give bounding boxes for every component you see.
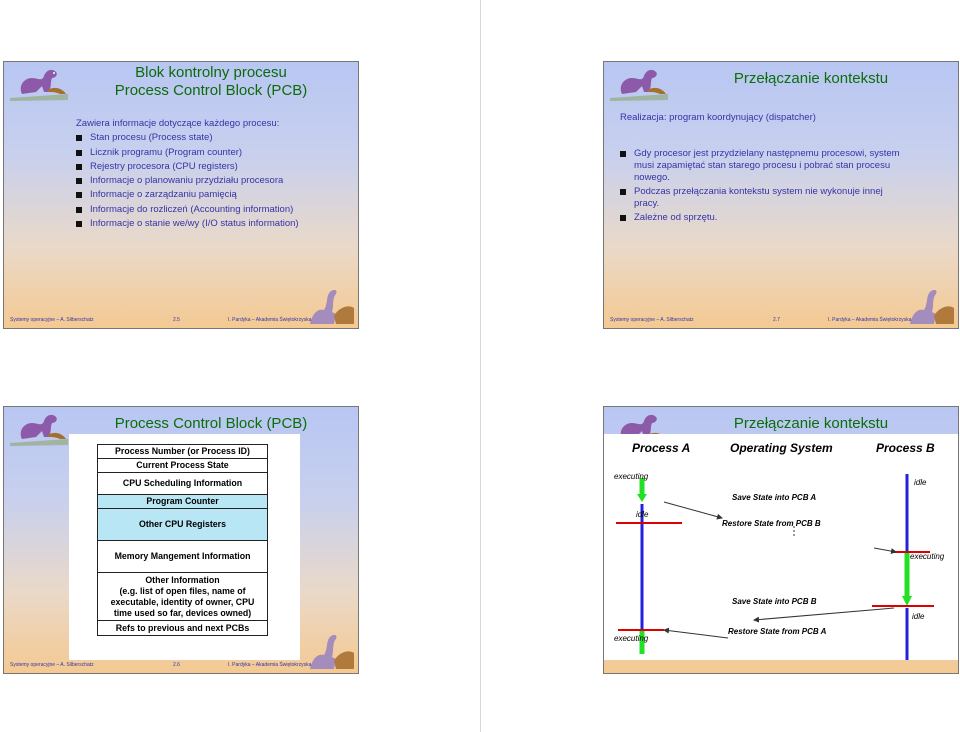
list-item: Podczas przełączania kontekstu system nie wykonuje innej pracy. [620, 186, 905, 210]
os-operation: Save State into PCB B [732, 597, 817, 606]
state-label: executing [910, 552, 945, 561]
slide-title [64, 64, 358, 100]
list-item: Stan procesu (Process state) [76, 131, 299, 145]
slide-title: Process Control Block (PCB) [114, 415, 308, 432]
context-switch-diagram [604, 434, 958, 660]
os-arrow [664, 502, 722, 518]
slide-pcb-text [3, 61, 359, 329]
pcb-field-line: executable, identity of owner, CPU [110, 597, 255, 607]
slide-footer [610, 313, 958, 325]
slide-footer [610, 658, 958, 670]
arrow-down-icon [902, 596, 912, 606]
column-header-process-a: Process A [632, 441, 691, 455]
pcb-field-line: Other Information [145, 575, 220, 585]
footer-affiliation: I. Pardyka – Akademia Świętokrzyska [228, 662, 312, 668]
footer-page-number: 2.7 [773, 317, 780, 323]
footer-author: Systemy operacyjne – A. Silberschatz [610, 317, 694, 323]
page-divider [480, 0, 481, 732]
state-label: idle [912, 612, 925, 621]
slide-title: Przełączanie kontekstu [733, 415, 889, 432]
state-label: executing [614, 472, 649, 481]
state-label: idle [636, 510, 649, 519]
dinosaur-logo-icon [608, 64, 670, 102]
column-header-process-b: Process B [876, 441, 935, 455]
slide-pcb-diagram [3, 406, 359, 674]
slide-footer [10, 313, 358, 325]
pcb-field: Program Counter [97, 494, 268, 508]
pcb-field: Other CPU Registers [97, 508, 268, 540]
slide-title: Przełączanie kontekstu [733, 70, 889, 87]
pcb-field: Memory Mangement Information [97, 540, 268, 572]
list-item: Informacje o planowaniu przydziału procesora [76, 174, 299, 188]
slide-body [76, 117, 299, 231]
list-item: Zależne od sprzętu. [620, 212, 905, 224]
dinosaur-logo-icon [8, 409, 70, 447]
footer-author: Systemy operacyjne – A. Silberschatz [10, 317, 94, 323]
list-item: Informacje o stanie we/wy (I/O status information) [76, 217, 299, 231]
os-operation: Save State into PCB A [732, 493, 817, 502]
os-operation: Restore State from PCB B [722, 519, 821, 528]
column-header-os: Operating System [730, 441, 833, 455]
footer-page-number: 2.6 [173, 662, 180, 668]
os-arrow [664, 630, 728, 638]
footer-page-number: 2.5 [173, 317, 180, 323]
dinosaur-logo-icon [8, 64, 70, 102]
state-label: executing [614, 634, 649, 643]
list-item: Informacje do rozliczeń (Accounting information) [76, 203, 299, 217]
list-item: Gdy procesor jest przydzielany następnemu procesowi, system musi zapamiętać stan starego procesu i pobrać stan procesu nowego. [620, 148, 905, 184]
footer-author: Systemy operacyjne – A. Silberschatz [10, 662, 94, 668]
slide-body [620, 111, 905, 226]
intro-text: Realizacja: program koordynujący (dispatcher) [620, 112, 816, 123]
footer-affiliation: I. Pardyka – Akademia Świętokrzyska [228, 317, 312, 323]
list-item: Informacje o zarządzaniu pamięcią [76, 188, 299, 202]
slide-footer [10, 658, 358, 670]
pcb-field: CPU Scheduling Information [97, 472, 268, 494]
pcb-field-line: time used so far, devices owned) [113, 608, 252, 618]
intro-text: Zawiera informacje dotyczące każdego procesu: [76, 118, 280, 129]
os-operation: Restore State from PCB A [728, 627, 827, 636]
pcb-structure-diagram [69, 434, 300, 660]
slide-context-switch-text [603, 61, 959, 329]
os-arrow [754, 608, 894, 620]
arrow-down-icon [637, 494, 647, 502]
footer-affiliation: I. Pardyka – Akademia Świętokrzyska [828, 317, 912, 323]
slide-context-switch-diagram [603, 406, 959, 674]
pcb-field: Refs to previous and next PCBs [97, 620, 268, 636]
pcb-field: Current Process State [97, 458, 268, 472]
state-label: idle [914, 478, 927, 487]
pcb-field-line: (e.g. list of open files, name of [119, 586, 246, 596]
list-item: Licznik programu (Program counter) [76, 146, 299, 160]
title-line-1: Blok kontrolny procesu [135, 64, 287, 81]
title-line-2: Process Control Block (PCB) [114, 82, 308, 99]
os-arrow [874, 548, 896, 552]
pcb-field: Process Number (or Process ID) [97, 444, 268, 458]
list-item: Rejestry procesora (CPU registers) [76, 160, 299, 174]
pcb-field-other [97, 572, 268, 620]
